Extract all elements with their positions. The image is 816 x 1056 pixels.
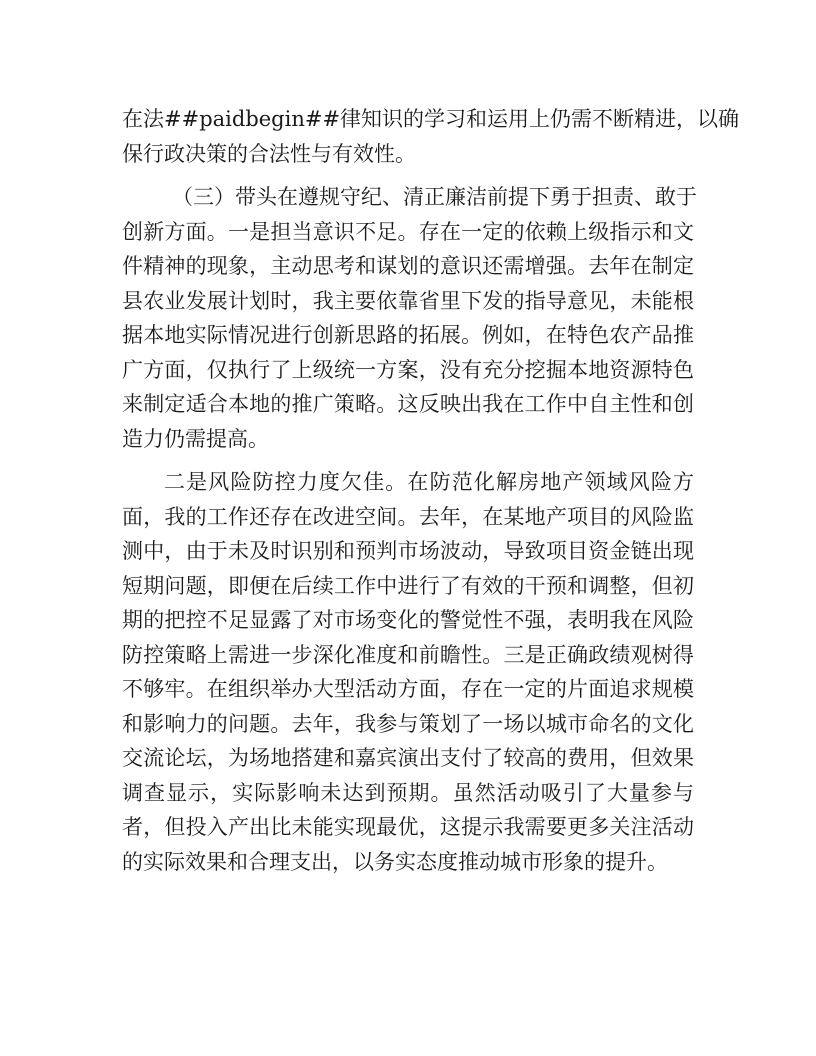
text-line: 防控策略上需进一步深化准度和前瞻性。三是正确政绩观树得 bbox=[122, 642, 694, 667]
text-line: 期的把控不足显露了对市场变化的警觉性不强，表明我在风险 bbox=[122, 608, 694, 632]
text-line: 县农业发展计划时，我主要依靠省里下发的指导意见，未能根 bbox=[122, 288, 694, 313]
text-line: 交流论坛，为场地搭建和嘉宾演出支付了较高的费用，但效果 bbox=[122, 746, 694, 770]
text-line: 创新方面。一是担当意识不足。存在一定的依赖上级指示和文 bbox=[122, 219, 694, 244]
document-body bbox=[122, 102, 740, 879]
text-line: （三）带头在遵规守纪、清正廉洁前提下勇于担责、敢于 bbox=[172, 185, 697, 209]
text-line: 者，但投入产出比未能实现最优，这提示我需要更多关注活动 bbox=[122, 815, 694, 839]
text-line: 不够牢。在组织举办大型活动方面，存在一定的片面追求规模 bbox=[122, 677, 694, 701]
text-line: 测中，由于未及时识别和预判市场波动，导致项目资金链出现 bbox=[122, 539, 694, 563]
text-line: 造力仍需提高。 bbox=[122, 426, 269, 451]
text-line: 件精神的现象，主动思考和谋划的意识还需增强。去年在制定 bbox=[122, 254, 694, 278]
text-line: 来制定适合本地的推广策略。这反映出我在工作中自主性和创 bbox=[122, 392, 694, 416]
text-line: 的实际效果和合理支出，以务实态度推动城市形象的提升。 bbox=[122, 849, 668, 874]
text-line: 短期问题，即便在后续工作中进行了有效的干预和调整，但初 bbox=[122, 573, 694, 598]
text-line: 调查显示，实际影响未达到预期。虽然活动吸引了大量参与 bbox=[122, 780, 694, 805]
paragraph-2 bbox=[122, 180, 697, 456]
paragraph-3 bbox=[122, 465, 694, 879]
text-line: 据本地实际情况进行创新思路的拓展。例如，在特色农产品推 bbox=[122, 323, 694, 347]
text-line: 在法##paidbegin##律知识的学习和运用上仍需不断精进，以确 bbox=[122, 107, 740, 131]
text-line: 二是风险防控力度欠佳。在防范化解房地产领域风险方 bbox=[164, 470, 694, 494]
text-line: 面，我的工作还存在改进空间。去年，在某地产项目的风险监 bbox=[122, 504, 694, 529]
paragraph-1 bbox=[122, 102, 740, 171]
text-line: 广方面，仅执行了上级统一方案，没有充分挖掘本地资源特色 bbox=[122, 357, 694, 382]
text-line: 保行政决策的合法性与有效性。 bbox=[122, 141, 416, 166]
text-line: 和影响力的问题。去年，我参与策划了一场以城市命名的文化 bbox=[122, 711, 694, 736]
